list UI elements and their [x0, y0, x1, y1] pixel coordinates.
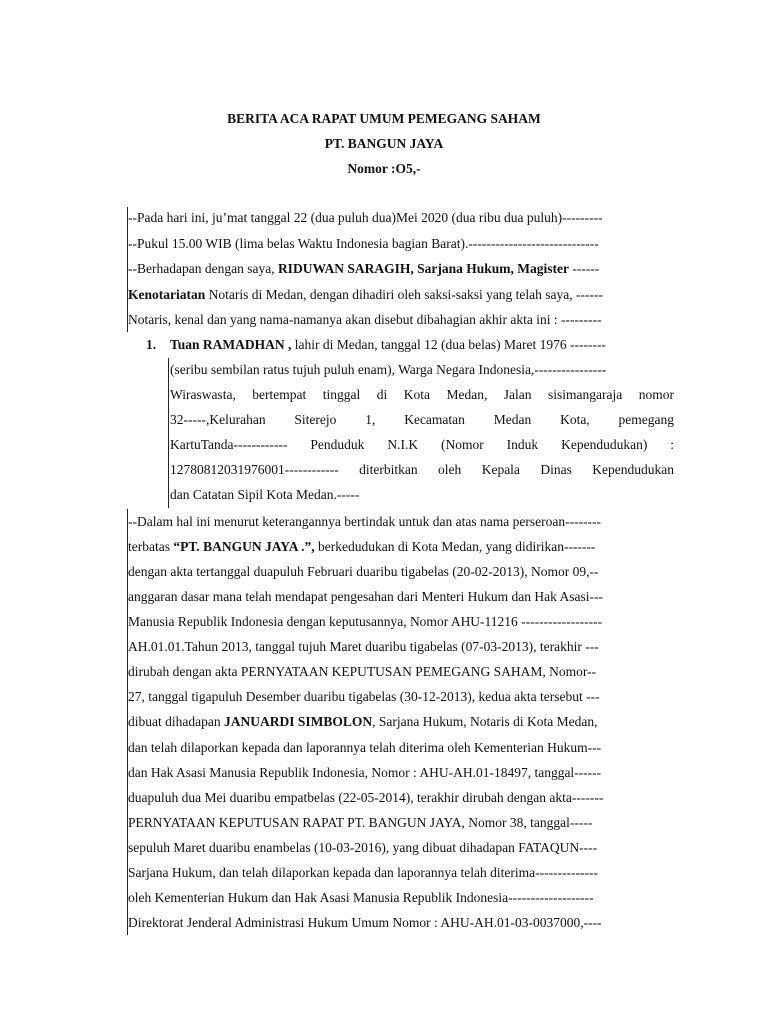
text-line: 27, tanggal tigapuluh Desember duaribu tigabelas (30-12-2013), kedua akta tersebut ---: [128, 689, 600, 704]
document-title: BERITA ACA RAPAT UMUM PEMEGANG SAHAM: [227, 111, 541, 126]
text-line: PERNYATAAN KEPUTUSAN RAPAT PT. BANGUN JAYA, Nomor 38, tanggal-----: [128, 815, 593, 830]
text-line: AH.01.01.Tahun 2013, tanggal tujuh Maret duaribu tigabelas (07-03-2013), terakhir ---: [128, 639, 599, 654]
text-line: Notaris, kenal dan yang nama-namanya akan disebut dibahagian akhir akta ini : ---------: [128, 312, 602, 327]
text-line: sepuluh Maret duaribu enambelas (10-03-2016), yang dibuat dihadapan FATAQUN----: [128, 840, 598, 855]
text-line: Direktorat Jenderal Administrasi Hukum Umum Nomor : AHU-AH.01-03-0037000,----: [128, 915, 602, 930]
text-line: --Pukul 15.00 WIB (lima belas Waktu Indonesia bagian Barat).-----------------------------: [128, 236, 599, 251]
text-line: duapuluh dua Mei duaribu empatbelas (22-05-2014), terakhir dirubah dengan akta-------: [128, 790, 604, 805]
text-line: terbatas “PT. BANGUN JAYA .”, berkedudukan di Kota Medan, yang didirikan-------: [128, 539, 596, 554]
item-line: 12780812031976001------------ diterbitkan oleh Kepala Dinas Kependudukan: [170, 462, 674, 477]
text-line: Kenotariatan Notaris di Medan, dengan dihadiri oleh saksi-saksi yang telah saya, ------: [128, 287, 604, 302]
item-margin-line: [168, 358, 169, 508]
text-line: dan telah dilaporkan kepada dan laporannya telah diterima oleh Kementerian Hukum---: [128, 740, 602, 755]
text-line: --Dalam hal ini menurut keterangannya bertindak untuk dan atas nama perseroan--------: [128, 514, 602, 529]
text-line: dan Hak Asasi Manusia Republik Indonesia, Nomor : AHU-AH.01-18497, tanggal------: [128, 765, 602, 780]
text-line: Sarjana Hukum, dan telah dilaporkan kepada dan laporannya telah diterima--------------: [128, 865, 599, 880]
text-line: dibuat dihadapan JANUARDI SIMBOLON, Sarjana Hukum, Notaris di Kota Medan,: [128, 714, 598, 729]
item-line: 32-----,Kelurahan Siterejo 1, Kecamatan Medan Kota, pemegang: [170, 412, 674, 427]
company-name: PT. BANGUN JAYA: [324, 136, 444, 151]
text-line: dengan akta tertanggal duapuluh Februari duaribu tigabelas (20-02-2013), Nomor 09,--: [128, 564, 599, 579]
item-line: Wiraswasta, bertempat tinggal di Kota Medan, Jalan sisimangaraja nomor: [170, 387, 674, 402]
text-line: Manusia Republik Indonesia dengan keputusannya, Nomor AHU-11216 ------------------: [128, 614, 603, 629]
text-line: --Berhadapan dengan saya, RIDUWAN SARAGIH, Sarjana Hukum, Magister ------: [128, 261, 600, 276]
item-number: 1.: [146, 337, 157, 352]
text-line: --Pada hari ini, ju’mat tanggal 22 (dua puluh dua)Mei 2020 (dua ribu dua puluh)---------: [128, 210, 603, 225]
item-line: KartuTanda------------ Penduduk N.I.K (Nomor Induk Kependudukan) :: [170, 437, 674, 452]
text-line: oleh Kementerian Hukum dan Hak Asasi Manusia Republik Indonesia-------------------: [128, 890, 594, 905]
item-line: (seribu sembilan ratus tujuh puluh enam), Warga Negara Indonesia,----------------: [170, 362, 607, 377]
item-line: dan Catatan Sipil Kota Medan.-----: [170, 487, 360, 502]
text-line: anggaran dasar mana telah mendapat pengesahan dari Menteri Hukum dan Hak Asasi---: [128, 589, 603, 604]
document-number: Nomor :O5,-: [347, 161, 421, 176]
text-line: dirubah dengan akta PERNYATAAN KEPUTUSAN PEMEGANG SAHAM, Nomor--: [128, 664, 597, 679]
item-line: Tuan RAMADHAN , lahir di Medan, tanggal 12 (dua belas) Maret 1976 --------: [170, 337, 606, 352]
